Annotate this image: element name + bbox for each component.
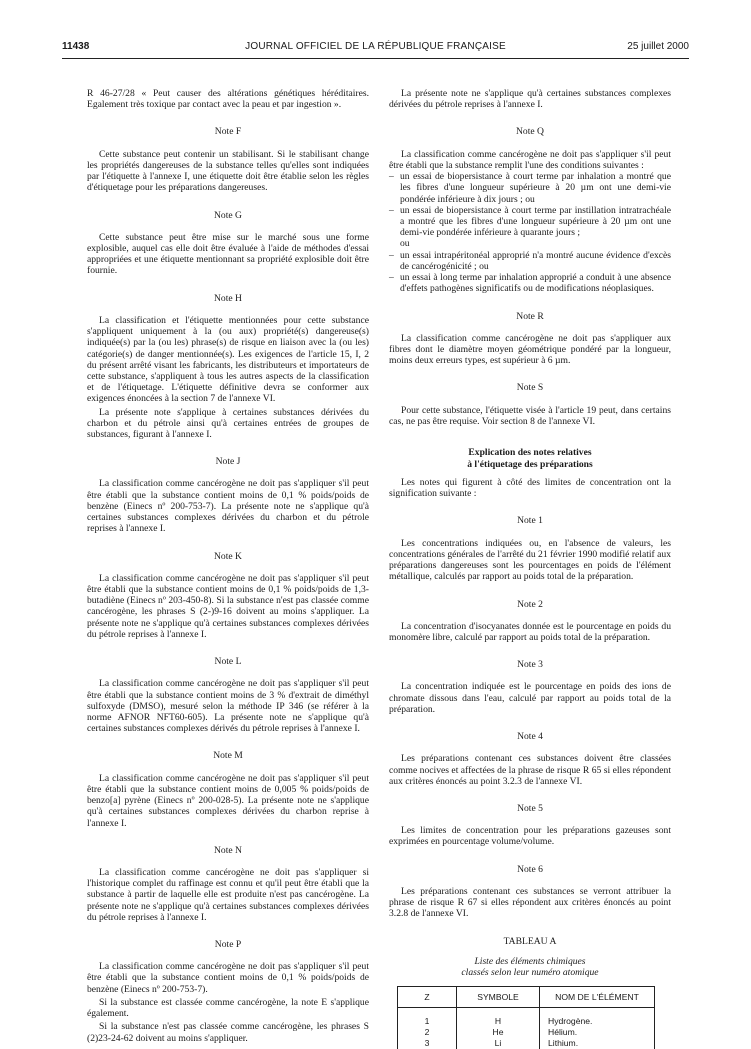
cell-name: Lithium. <box>540 1038 655 1049</box>
note-l-title: Note L <box>214 656 242 668</box>
cell-z: 3 <box>398 1038 457 1049</box>
cell-name: Hélium. <box>540 1027 655 1038</box>
section-heading-line-2: à l'étiquetage des préparations <box>467 458 593 470</box>
note-m-text: La classification comme cancérogène ne doit pas s'appliquer s'il peut être établi que la substance contient moins de 0,005 % poids/poids de benzo[a] pyrène (Einecs nº 200-028-5). La présente note ne s'applique qu'à certaines substances complexes dérivées du charbon reprise à l'annexe I. <box>87 772 369 829</box>
table-subtitle <box>389 956 671 979</box>
note-g-text: Cette substance peut être mise sur le marché sous une forme explosible, auquel cas elle doit être évaluée à l'aide de méthodes d'essai appropriées et une étiquette mentionnant sa propriété explosible doit être fournie. <box>87 231 369 277</box>
r-phrase-text: R 46-27/28 « Peut causer des altérations génétiques héréditaires. Egalement très toxique par contact avec la peau et par ingestion ». <box>87 88 369 111</box>
note-q-lead: La classification comme cancérogène ne doit pas s'appliquer s'il peut être établi que la substance remplit l'une des conditions suivantes : <box>389 148 671 171</box>
table-row <box>398 1007 655 1027</box>
running-header <box>62 41 689 55</box>
cell-symbol: H <box>457 1007 540 1027</box>
list-item: – un essai intrapéritonéal approprié n'a montré aucune évidence d'excès de cancérogénicité ; ou <box>389 250 671 272</box>
note-n-title: Note N <box>214 844 242 856</box>
note-4-title: Note 4 <box>517 731 543 743</box>
table-subtitle-line-1: Liste des éléments chimiques <box>474 955 586 967</box>
cell-symbol: Li <box>457 1038 540 1049</box>
table-row <box>398 1027 655 1038</box>
cell-z: 2 <box>398 1027 457 1038</box>
journal-title: JOURNAL OFFICIEL DE LA RÉPUBLIQUE FRANÇAISE <box>245 41 506 52</box>
note-4-text: Les préparations contenant ces substances doivent être classées comme nocives et affectées de la phrase de risque R 65 si elles répondent aux critères énoncés au point 3.2.3 de l'annexe VI. <box>389 753 671 787</box>
note-s-title: Note S <box>516 382 544 394</box>
note-f-text: Cette substance peut contenir un stabilisant. Si le stabilisant change les propriétés dangereuses de la substance telles qu'elles sont indiquées par l'étiquette à l'annexe I, une étiquette doit être établie selon les règles d'étiquetage pour les préparations dangereuses. <box>87 148 369 194</box>
cell-z: 1 <box>398 1007 457 1027</box>
note-p-text-3: Si la substance n'est pas classée comme cancérogène, les phrases S (2)23-24-62 doivent au moins s'appliquer. <box>87 1021 369 1044</box>
note-q-conditions-2 <box>389 250 671 295</box>
note-3-title: Note 3 <box>517 659 543 671</box>
table-title: TABLEAU A <box>503 935 557 947</box>
list-item: – un essai de biopersistance à court terme par instillation intratrachéale a montré que les fibres d'une longueur supérieure à 20 µm ont une demi-vie pondérée inférieure à quarante jours ; <box>389 205 671 239</box>
note-q-title: Note Q <box>516 126 544 138</box>
note-6-title: Note 6 <box>517 863 543 875</box>
list-item: – un essai de biopersistance à court terme par inhalation a montré que les fibres d'une longueur supérieure à 20 µm ont une demi-vie pondérée inférieure à dix jours ; ou <box>389 171 671 205</box>
note-5-text: Les limites de concentration pour les préparations gazeuses sont exprimées en pourcentage volume/volume. <box>389 825 671 848</box>
note-r-title: Note R <box>516 310 544 322</box>
note-6-text: Les préparations contenant ces substances se verront attribuer la phrase de risque R 67 si elles répondent aux critères énoncés au point 3.2.8 de l'annexe VI. <box>389 885 671 920</box>
note-2-text: La concentration d'isocyanates donnée est le pourcentage en poids du monomère libre, calculé par rapport au poids total de la préparation. <box>389 620 671 643</box>
note-2-title: Note 2 <box>517 598 543 610</box>
note-p-text: La classification comme cancérogène ne doit pas s'appliquer s'il peut être établi que la substance contient moins de 0,1 % poids/poids de benzène (Einecs nº 200-753-7). <box>87 961 369 995</box>
note-j-title: Note J <box>215 456 241 468</box>
table-subtitle-line-2: classés selon leur numéro atomique <box>461 967 599 979</box>
note-j-text: La classification comme cancérogène ne doit pas s'appliquer s'il peut être établi que la substance contient moins de 0,1 % poids/poids de benzène (Einecs nº 200-753-7). La présente note ne s'applique qu'à certaines substances complexes dérivées du charbon et du pétrole reprises à l'annexe I. <box>87 478 369 535</box>
note-p-continuation: La présente note ne s'applique qu'à certaines substances complexes dérivées du pétrole reprises à l'annexe I. <box>389 88 671 111</box>
note-k-text: La classification comme cancérogène ne doit pas s'appliquer s'il peut être établi que la substance contient moins de 0,1 % poids/poids de 1,3-butadiène (Einecs nº 203-450-8). Si la substance n'est pas classée comme cancérogène, les phrases S (2-)9-16 doivent au moins s'appliquer. La présente note ne s'applique qu'à certaines substances complexes dérivées du pétrole reprises à l'annexe I. <box>87 572 369 640</box>
note-h-text-2: La présente note s'applique à certaines substances dérivées du charbon et du pétrole ainsi qu'à certaines entrées de groupes de substances, figurant à l'annexe I. <box>87 406 369 441</box>
section-heading-line-1: Explication des notes relatives <box>468 447 592 459</box>
note-g-title: Note G <box>214 209 242 221</box>
note-q-conditions <box>389 171 671 238</box>
note-f-title: Note F <box>214 126 242 138</box>
table-row <box>398 1038 655 1049</box>
section-intro: Les notes qui figurent à côté des limites de concentration ont la signification suivante : <box>389 477 671 500</box>
note-s-text: Pour cette substance, l'étiquette visée à l'article 19 peut, dans certains cas, ne pas être requise. Voir section 8 de l'annexe VI. <box>389 404 671 427</box>
header-rule <box>62 58 689 59</box>
elements-table <box>397 986 655 1049</box>
left-column <box>87 88 369 1044</box>
note-1-text: Les concentrations indiquées ou, en l'absence de valeurs, les concentrations générales de l'arrêté du 21 février 1990 modifié relatif aux préparations dangereuses sont les pourcentages en poids de l'élément métallique, calculés par rapport au poids total de la préparation. <box>389 537 671 583</box>
note-5-title: Note 5 <box>517 802 543 814</box>
table-header-row <box>398 986 655 1007</box>
section-heading <box>389 447 671 470</box>
issue-date: 25 juillet 2000 <box>627 41 689 52</box>
cell-symbol: He <box>457 1027 540 1038</box>
note-r-text: La classification comme cancérogène ne doit pas s'appliquer aux fibres dont le diamètre moyen géométrique pondéré par la longueur, moins deux erreurs types, est supérieur à 6 µm. <box>389 332 671 367</box>
list-item: – un essai à long terme par inhalation approprié a conduit à une absence d'effets pathogènes significatifs ou de modifications néoplasiques. <box>389 272 671 294</box>
column-header-z: Z <box>398 986 457 1007</box>
note-k-title: Note K <box>214 550 242 562</box>
note-h-text: La classification et l'étiquette mentionnées pour cette substance s'appliquent uniquement à la (ou aux) propriété(s) dangereuse(s) indiquée(s) par la (ou les) phrase(s) de risque en liaison avec la (ou les) catégorie(s) de danger mentionnée(s). Les exigences de l'article 15, I, 2 du présent arrêté visant les fabricants, les distributeurs et importateurs de cette substance, s'appliquent à tous les autres aspects de la classification et de l'étiquetage. L'étiquette définitive devra se conformer aux exigences énoncées à la section 7 de l'annexe VI. <box>87 314 369 405</box>
note-p-title: Note P <box>214 939 242 951</box>
note-m-title: Note M <box>213 750 243 762</box>
note-p-text-2: Si la substance est classée comme cancérogène, la note E s'applique également. <box>87 996 369 1020</box>
right-column <box>389 88 671 1049</box>
page-number: 11438 <box>62 41 90 52</box>
column-header-symbol: SYMBOLE <box>457 986 540 1007</box>
note-l-text: La classification comme cancérogène ne doit pas s'appliquer s'il peut être établi que la substance contient moins de 3 % d'extrait de diméthyl sulfoxyde (DMSO), mesuré selon la méthode IP 346 (se référer à la norme AFNOR NFT60-605). La présente note ne s'applique qu'à certaines substances complexes dérivés du pétrole reprises à l'annexe I. <box>87 678 369 735</box>
column-header-name: NOM DE L'ÉLÉMENT <box>540 986 655 1007</box>
note-1-title: Note 1 <box>517 515 543 527</box>
note-n-text: La classification comme cancérogène ne doit pas s'appliquer si l'historique complet du raffinage est connu et qu'il peut être établi que la substance à partir de laquelle elle est produite n'est pas cancérogène. La présente note ne s'applique qu'à certaines substances complexes dérivées du pétrole reprises à l'annexe I. <box>87 866 369 923</box>
cell-name: Hydrogène. <box>540 1007 655 1027</box>
note-h-title: Note H <box>214 292 242 304</box>
note-3-text: La concentration indiquée est le pourcentage en poids des ions de chromate dissous dans l'eau, calculé par rapport au poids total de la préparation. <box>389 681 671 715</box>
or-connector: ou <box>400 238 410 250</box>
